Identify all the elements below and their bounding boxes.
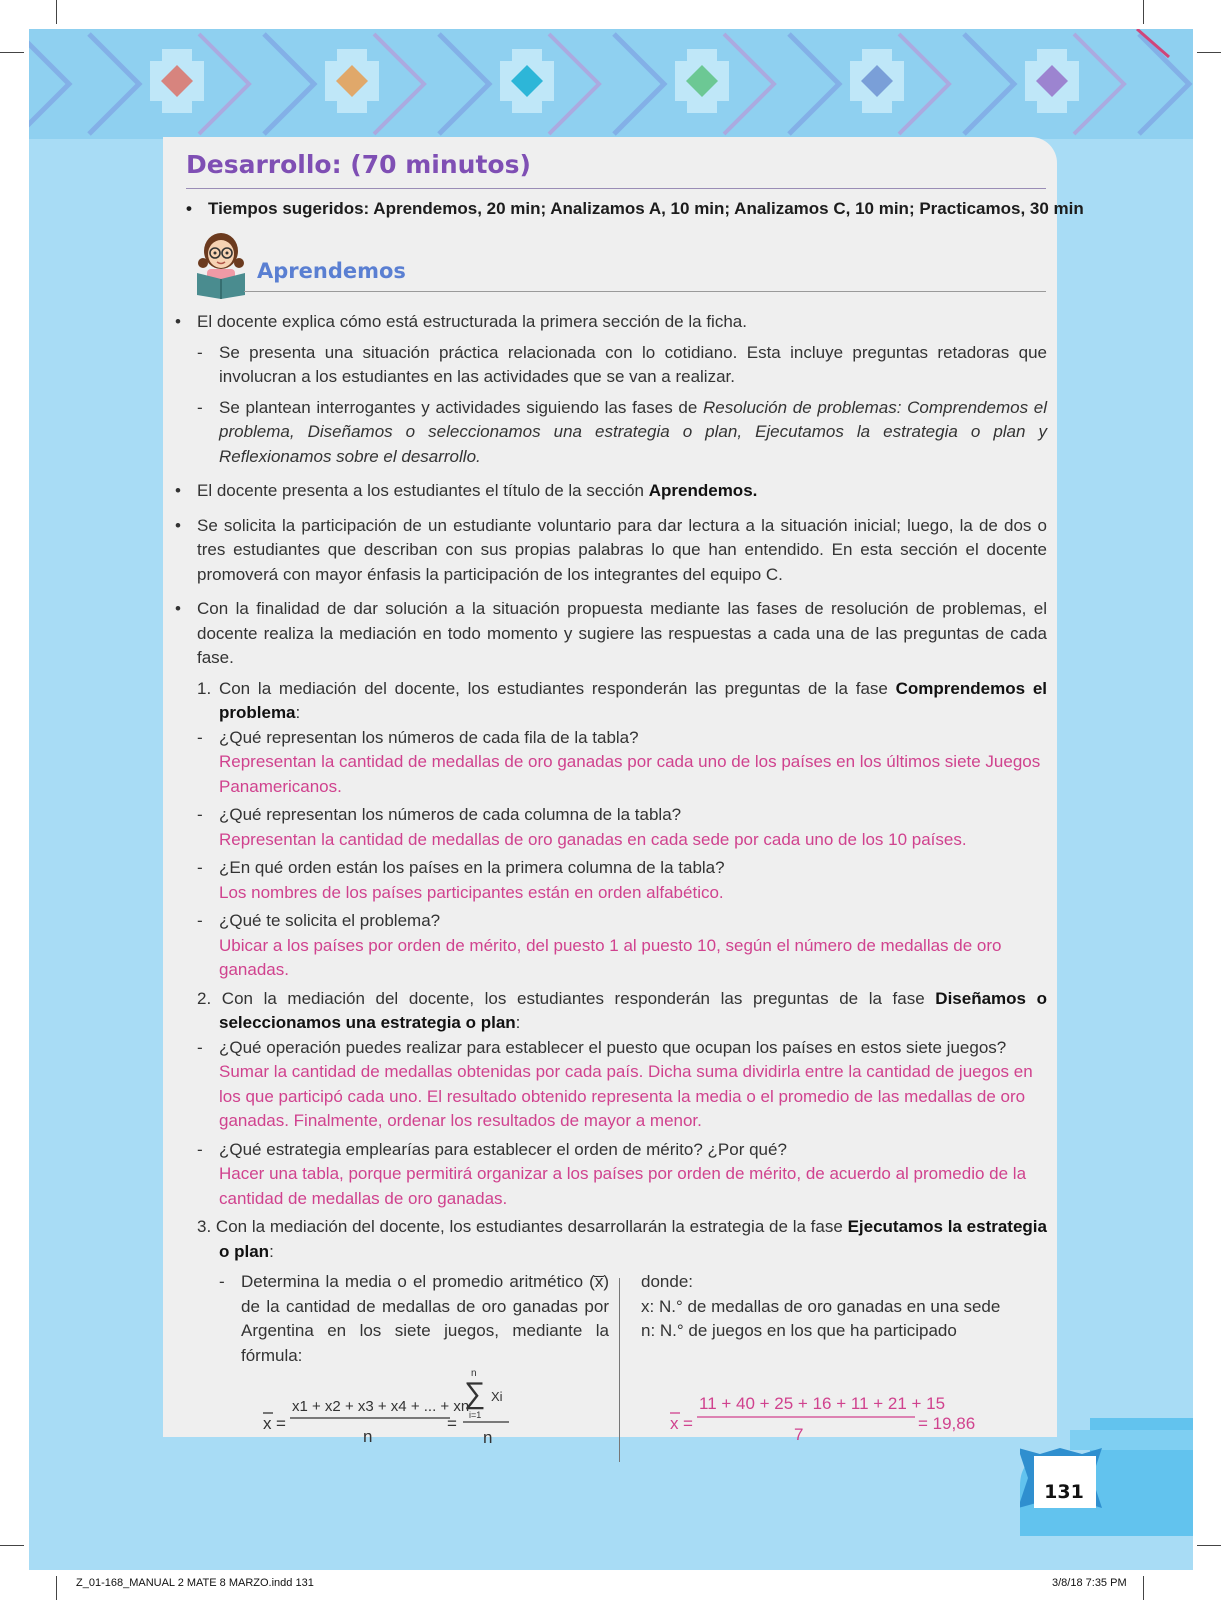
donde-x: x: N.° de medallas de oro ganadas en una sede [641,1296,1001,1316]
question: - ¿Qué te solicita el problema? [197,911,441,930]
trim-mark [0,1545,24,1546]
step-3 [175,1215,1047,1264]
formula-denominator: n [363,1427,373,1446]
bullet-text-bold: Aprendemos. [648,481,758,500]
answer: Ubicar a los países por orden de mérito, del puesto 1 al puesto 10, según el número de medallas de oro ganadas. [219,935,1002,979]
formula-svg [175,1270,1047,1470]
section-title: Desarrollo: (70 minutos) [186,150,531,179]
dash-text: Se plantean interrogantes y actividades siguiendo las fases de [219,397,703,417]
bullet-text: Con la finalidad de dar solución a la situación propuesta mediante las fases de resolución de problemas, el docente realiza la mediación en todo momento y sugiere las respuestas a cada una de las preguntas de cada fase. [197,599,1047,667]
title-rule [186,188,1046,189]
bullet-text: El docente explica cómo está estructurada la primera sección de la ficha. [197,312,747,331]
bullet-item: • Con la finalidad de dar solución a la situación propuesta mediante las fases de resolución de problemas, el docente realiza la mediación en todo momento y sugiere las respuestas a cada una de las preguntas de cada fase. [175,599,1047,667]
formula-area [175,1270,1047,1470]
bullet-item: • El docente presenta a los estudiantes el título de la sección Aprendemos. [175,481,758,500]
svg-text:=: = [683,1414,693,1433]
aprendemos-title: Aprendemos [257,259,406,283]
footer-date: 3/8/18 7:35 PM [1052,1577,1127,1589]
donde-n: n: N.° de juegos en los que ha participado [641,1321,957,1340]
dash-text-italic: Resolución de problemas: Comprendemos el problema, Diseñamos o seleccionamos una estrategia o plan, Ejecutamos la estrategia o plan y Reflexionamos sobre el desarrollo. [219,397,1047,466]
step-2 [175,987,1047,1036]
trim-mark [0,52,24,53]
bullet-text: Se solicita la participación de un estudiante voluntario para dar lectura a la situación inicial; luego, la de dos o tres estudiantes que describan con sus propias palabras lo que han entendido. En esta sección el docente promoverá con mayor énfasis la participación de los integrantes del equipo C. [197,515,1047,584]
aprendemos-rule [244,291,1046,292]
step-text: 3. Con la mediación del docente, los estudiantes desarrollarán la estrategia de la fase [197,1217,848,1236]
svg-text:=: = [276,1414,286,1433]
question: - ¿Qué estrategia emplearías para establecer el orden de mérito? ¿Por qué? [197,1139,787,1159]
suggested-times: • Tiempos sugeridos: Aprendemos, 20 min; Analizamos A, 10 min; Analizamos C, 10 min; Practicamos, 30 min [186,199,1084,218]
step-phase: Ejecutamos la estrategia o plan [219,1217,1047,1261]
example-mean-symbol: x [670,1414,679,1433]
trim-mark [1143,0,1144,24]
question: - ¿En qué orden están los países en la primera columna de la tabla? [197,858,725,877]
sigma-top: n [471,1368,477,1379]
answer: Los nombres de los países participantes están en orden alfabético. [219,882,724,902]
trim-mark [56,0,57,24]
dash-item: - Se plantean interrogantes y actividades siguiendo las fases de Resolución de problemas: Comprendemos el problema, Diseñamos o seleccionamos una estrategia o plan, Ejecutamos la estrategia o plan y Reflexionamos sobre el desarrollo. [197,397,1047,466]
main-content [175,310,1047,1470]
question-text: ¿Qué te solicita el problema? [219,911,441,930]
suggested-times-text: Tiempos sugeridos: Aprendemos, 20 min; Analizamos A, 10 min; Analizamos C, 10 min; Practicamos, 30 min [208,199,1084,218]
footer-file: Z_01-168_MANUAL 2 MATE 8 MARZO.indd 131 [76,1577,314,1589]
dash-text: Se presenta una situación práctica relacionada con lo cotidiano. Esta incluye preguntas retadoras que involucran a los estudiantes en las actividades que se van a realizar. [219,342,1047,386]
sigma-bottom: i=1 [469,1410,482,1420]
bullet-item: • Se solicita la participación de un estudiante voluntario para dar lectura a la situación inicial; luego, la de dos o tres estudiantes que describan con sus propias palabras lo que han entendido. En esta sección el docente promoverá con mayor énfasis la participación de los integrantes del equipo C. [175,515,1047,584]
sigma-term: Xi [491,1389,503,1404]
example-denominator: 7 [794,1425,804,1444]
bullet-item: • El docente explica cómo está estructurada la primera sección de la ficha. [175,312,747,331]
step-colon: : [295,703,301,722]
trim-mark [1143,1576,1144,1600]
answer: Sumar la cantidad de medallas obtenidas por cada país. Dicha suma dividirla entre la cantidad de juegos en los que participó cada uno. El resultado obtenido representa la media o el promedio de las medallas de oro ganadas. Finalmente, ordenar los resultados de mayor a menor. [219,1062,1033,1130]
page-number-tab [1020,1418,1193,1536]
example-numerator: 11 + 40 + 25 + 16 + 11 + 21 + 15 [699,1394,946,1413]
step-text: 1. Con la mediación del docente, los estudiantes responderán las preguntas de la fase [197,678,896,698]
question-text: ¿En qué orden están los países en la primera columna de la tabla? [219,858,725,877]
step-phase: Comprendemos el problema [219,678,1048,722]
page-number: 131 [1044,1481,1084,1503]
answer: Representan la cantidad de medallas de oro ganadas por cada uno de los países en los últimos siete Juegos Panamericanos. [219,752,1041,796]
dash-item: - Se presenta una situación práctica relacionada con lo cotidiano. Esta incluye preguntas retadoras que involucran a los estudiantes en las actividades que se van a realizar. [197,342,1047,386]
dash-item: - Determina la media o el promedio aritmético (x̅) de la cantidad de medallas de oro ganadas por Argentina en los siete juegos, mediante la fórmula: [219,1272,609,1365]
donde-label: donde: [641,1272,693,1291]
question: - ¿Qué operación puedes realizar para establecer el puesto que ocupan los países en estos siete juegos? [197,1037,1007,1057]
step-colon: : [515,1013,521,1032]
girl-reading-icon [193,229,255,304]
sigma-denominator: n [483,1428,493,1447]
step-colon: : [269,1241,274,1261]
mean-symbol: x [263,1414,272,1433]
decorative-banner [29,29,1193,139]
question: - ¿Qué representan los números de cada columna de la tabla? [197,805,682,824]
trim-mark [1197,52,1221,53]
formula-numerator: x1 + x2 + x3 + x4 + ... + xn [292,1398,470,1415]
answer: Representan la cantidad de medallas de oro ganadas en cada sede por cada uno de los 10 países. [219,829,967,849]
dash-text: Determina la media o el promedio aritmético (x̅) de la cantidad de medallas de oro ganadas por Argentina en los siete juegos, mediante la fórmula: [241,1272,609,1365]
svg-text:=: = [447,1414,457,1433]
step-text: 2. Con la mediación del docente, los estudiantes responderán las preguntas de la fase [197,988,936,1008]
question-text: ¿Qué representan los números de cada fila de la tabla? [219,727,639,747]
question: - ¿Qué representan los números de cada fila de la tabla? [197,727,639,747]
question-text: ¿Qué operación puedes realizar para establecer el puesto que ocupan los países en estos siete juegos? [219,1037,1007,1057]
answer: Hacer una tabla, porque permitirá organizar a los países por orden de mérito, de acuerdo al promedio de la cantidad de medallas de oro ganadas. [219,1164,1027,1208]
sigma-icon: ∑ [464,1377,486,1410]
bullet-text: El docente presenta a los estudiantes el título de la sección [197,481,649,500]
example-result: = 19,86 [918,1414,976,1433]
question-text: ¿Qué estrategia emplearías para establecer el orden de mérito? ¿Por qué? [219,1139,787,1159]
step-phase: Diseñamos o seleccionamos una estrategia o plan [219,988,1047,1032]
question-text: ¿Qué representan los números de cada columna de la tabla? [219,805,682,824]
step-1 [175,677,1047,726]
trim-mark [56,1576,57,1600]
trim-mark [1197,1545,1221,1546]
